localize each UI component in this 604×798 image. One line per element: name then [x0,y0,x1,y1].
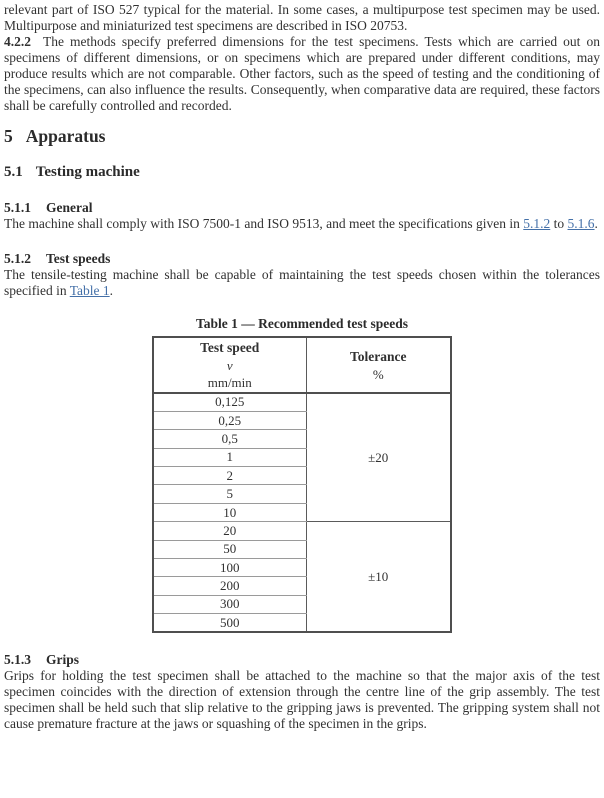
test-speeds-table-body [153,393,451,632]
tolerance-header-unit: % [372,366,384,382]
general-paragraph [4,216,600,232]
heading-5-1-2-test-speeds [4,250,600,267]
test-speed-header-symbol: v [226,357,233,373]
heading-5-1-3-number: 5.1.3 [4,652,31,668]
general-paragraph-text-end: . [594,216,598,231]
general-paragraph-text-between: to [550,216,568,231]
speed-value-cell: 10 [153,503,306,521]
link-5-1-2[interactable]: 5.1.2 [523,216,551,231]
heading-5-1-1-title: General [46,200,93,215]
tolerance-value-cell: ±10 [306,522,451,632]
speed-value-cell: 200 [153,577,306,595]
speed-value-cell: 0,125 [153,393,306,411]
heading-5-1-3-title: Grips [46,652,80,668]
speed-value-cell: 50 [153,540,306,558]
intro-paragraph: relevant part of ISO 527 typical for the material. In some cases, a multipurpose test specimen may be used. Multipurpose and miniaturized test specimens are described in ISO 20753. [4,2,600,33]
heading-5-1-2-number: 5.1.2 [4,251,31,266]
clause-4-2-2-paragraph [4,34,600,114]
table-header-row [153,337,451,393]
test-speed-column-header [153,337,306,393]
speed-value-cell: 100 [153,559,306,577]
speed-value-cell: 500 [153,614,306,632]
heading-5-title: Apparatus [25,126,106,146]
clause-4-2-2-text: The methods specify preferred dimensions for the test specimens. Tests which are carried out on specimens of different dimensions, or on specimens which are prepared under different conditions, may produce results which are not comparable. Other factors, such as the speed of testing and the conditioning of the specimens, can also influence the results. Consequently, when comparative data are required, these factors shall be carefully controlled and recorded. [4,34,600,113]
grips-paragraph: Grips for holding the test specimen shall be attached to the machine so that the major axis of the test specimen coincides with the direction of extension through the centre line of the grip assembly. The test specimen shall be held such that slip relative to the gripping jaws is prevented. The gripping system shall not cause premature fracture at the jaws or squashing of the specimen in the grips. [4,668,600,732]
table-1-caption: Table 1 — Recommended test speeds [195,316,409,331]
test-speed-header-title: Test speed [200,339,260,355]
link-5-1-6[interactable]: 5.1.6 [567,216,595,231]
heading-5-1-number: 5.1 [4,164,23,180]
test-speeds-paragraph-text-end: . [109,283,114,298]
table-row [153,522,451,540]
test-speeds-paragraph-text: The tensile-testing machine shall be capable of maintaining the test speeds chosen within the tolerances specified in [4,267,600,298]
heading-5-1-3-grips [4,651,600,668]
tolerance-header-title: Tolerance [350,348,407,364]
heading-5-1-1-general [4,199,600,216]
test-speeds-table [152,336,452,633]
heading-5-number: 5 [4,126,13,146]
speed-value-cell: 0,5 [153,430,306,448]
general-paragraph-text: The machine shall comply with ISO 7500-1 and ISO 9513, and meet the specifications given in [4,216,524,231]
table-row [153,393,451,411]
heading-5-apparatus [4,126,600,146]
tolerance-value-cell: ±20 [368,449,389,465]
heading-5-1-testing-machine [4,163,600,181]
test-speed-header-unit: mm/min [207,374,252,390]
heading-5-1-1-number: 5.1.1 [4,200,31,215]
speed-value-cell: 5 [153,485,306,503]
speed-value-cell: 1 [153,448,306,466]
test-speeds-paragraph [4,267,600,299]
heading-5-1-2-title: Test speeds [46,251,111,266]
link-table-1[interactable]: Table 1 [69,283,110,298]
speed-value-cell: 0,25 [153,411,306,429]
speed-value-cell: 300 [153,595,306,613]
speed-value-cell: 20 [153,522,306,540]
clause-4-2-2-number: 4.2.2 [4,34,31,49]
tolerance-column-header [306,337,451,393]
speed-value-cell: 2 [153,467,306,485]
heading-5-1-title: Testing machine [35,164,140,180]
